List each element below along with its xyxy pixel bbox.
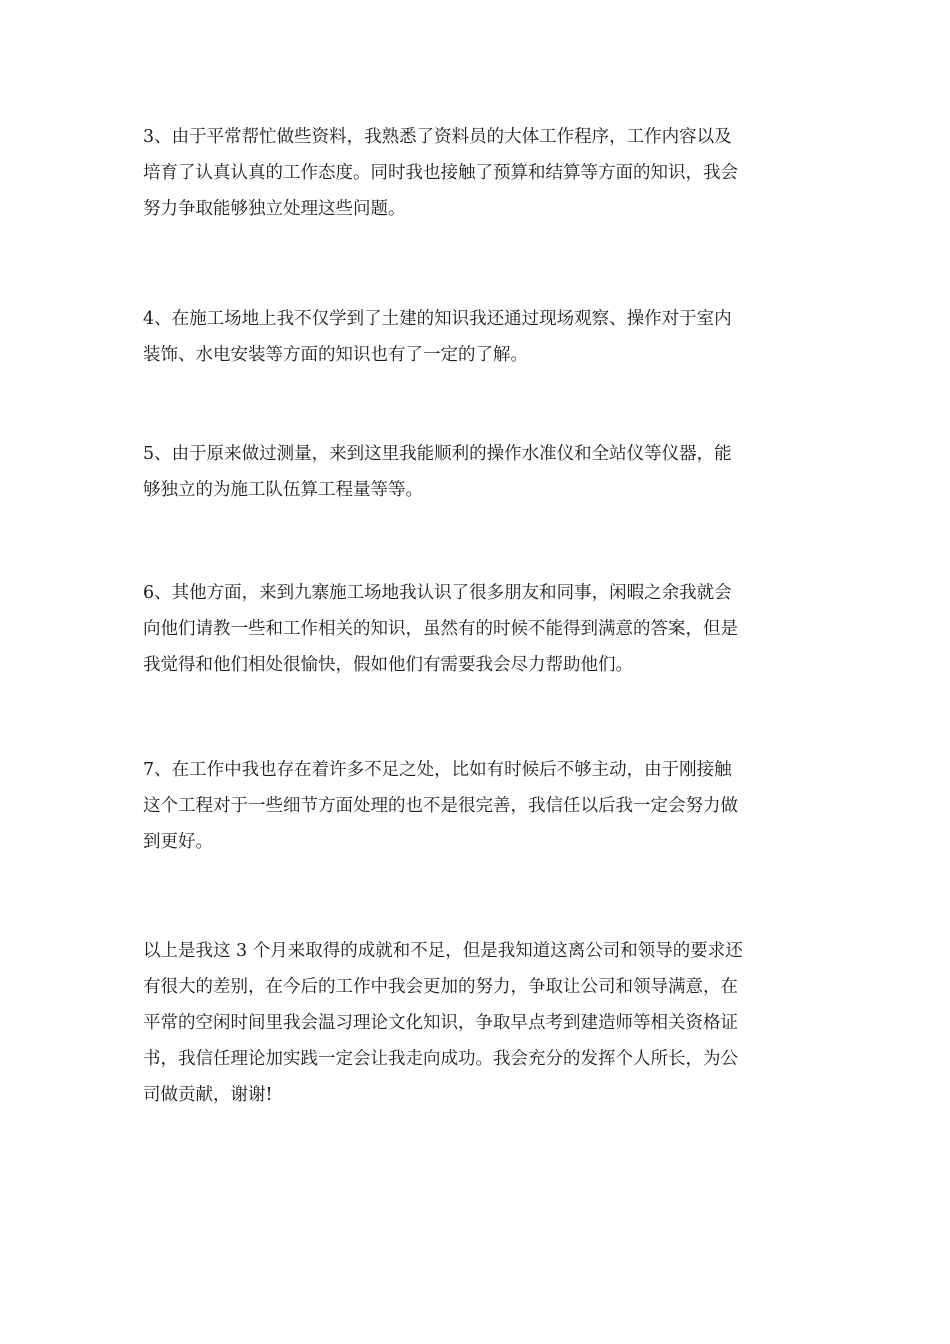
paragraph-line: 7、在工作中我也存在着许多不足之处，比如有时候后不够主动，由于刚接触 — [143, 760, 732, 780]
paragraph-line: 有很大的差别，在今后的工作中我会更加的努力，争取让公司和领导满意，在 — [143, 977, 738, 997]
paragraph-line: 4、在施工场地上我不仅学到了土建的知识我还通过现场观察、操作对于室内 — [143, 309, 732, 329]
paragraph-line: 向他们请教一些和工作相关的知识，虽然有的时候不能得到满意的答案，但是 — [143, 619, 738, 639]
paragraph-line: 到更好。 — [143, 832, 213, 852]
paragraph-conclusion — [143, 933, 807, 1113]
paragraph-line: 我觉得和他们相处很愉快，假如他们有需要我会尽力帮助他们。 — [143, 655, 633, 675]
paragraph-line: 够独立的为施工队伍算工程量等等。 — [143, 480, 423, 500]
paragraph-item-3 — [143, 119, 807, 227]
paragraph-item-6 — [143, 575, 807, 683]
paragraph-line: 3、由于平常帮忙做些资料，我熟悉了资料员的大体工作程序，工作内容以及 — [143, 127, 732, 147]
paragraph-line: 司做贡献，谢谢! — [143, 1085, 273, 1105]
paragraph-line: 以上是我这 3 个月来取得的成就和不足，但是我知道这离公司和领导的要求还 — [143, 941, 743, 961]
paragraph-line: 6、其他方面，来到九寨施工场地我认识了很多朋友和同事，闲暇之余我就会 — [143, 583, 732, 603]
paragraph-item-5 — [143, 436, 807, 508]
paragraph-line: 装饰、水电安装等方面的知识也有了一定的了解。 — [143, 345, 528, 365]
paragraph-line: 书，我信任理论加实践一定会让我走向成功。我会充分的发挥个人所长，为公 — [143, 1049, 738, 1069]
paragraph-line: 这个工程对于一些细节方面处理的也不是很完善，我信任以后我一定会努力做 — [143, 796, 738, 816]
paragraph-line: 5、由于原来做过测量，来到这里我能顺利的操作水准仪和全站仪等仪器，能 — [143, 444, 732, 464]
paragraph-line: 平常的空闲时间里我会温习理论文化知识，争取早点考到建造师等相关资格证 — [143, 1013, 738, 1033]
paragraph-line: 努力争取能够独立处理这些问题。 — [143, 199, 406, 219]
paragraph-line: 培育了认真认真的工作态度。同时我也接触了预算和结算等方面的知识，我会 — [143, 163, 738, 183]
paragraph-item-7 — [143, 752, 807, 860]
paragraph-item-4 — [143, 301, 807, 373]
